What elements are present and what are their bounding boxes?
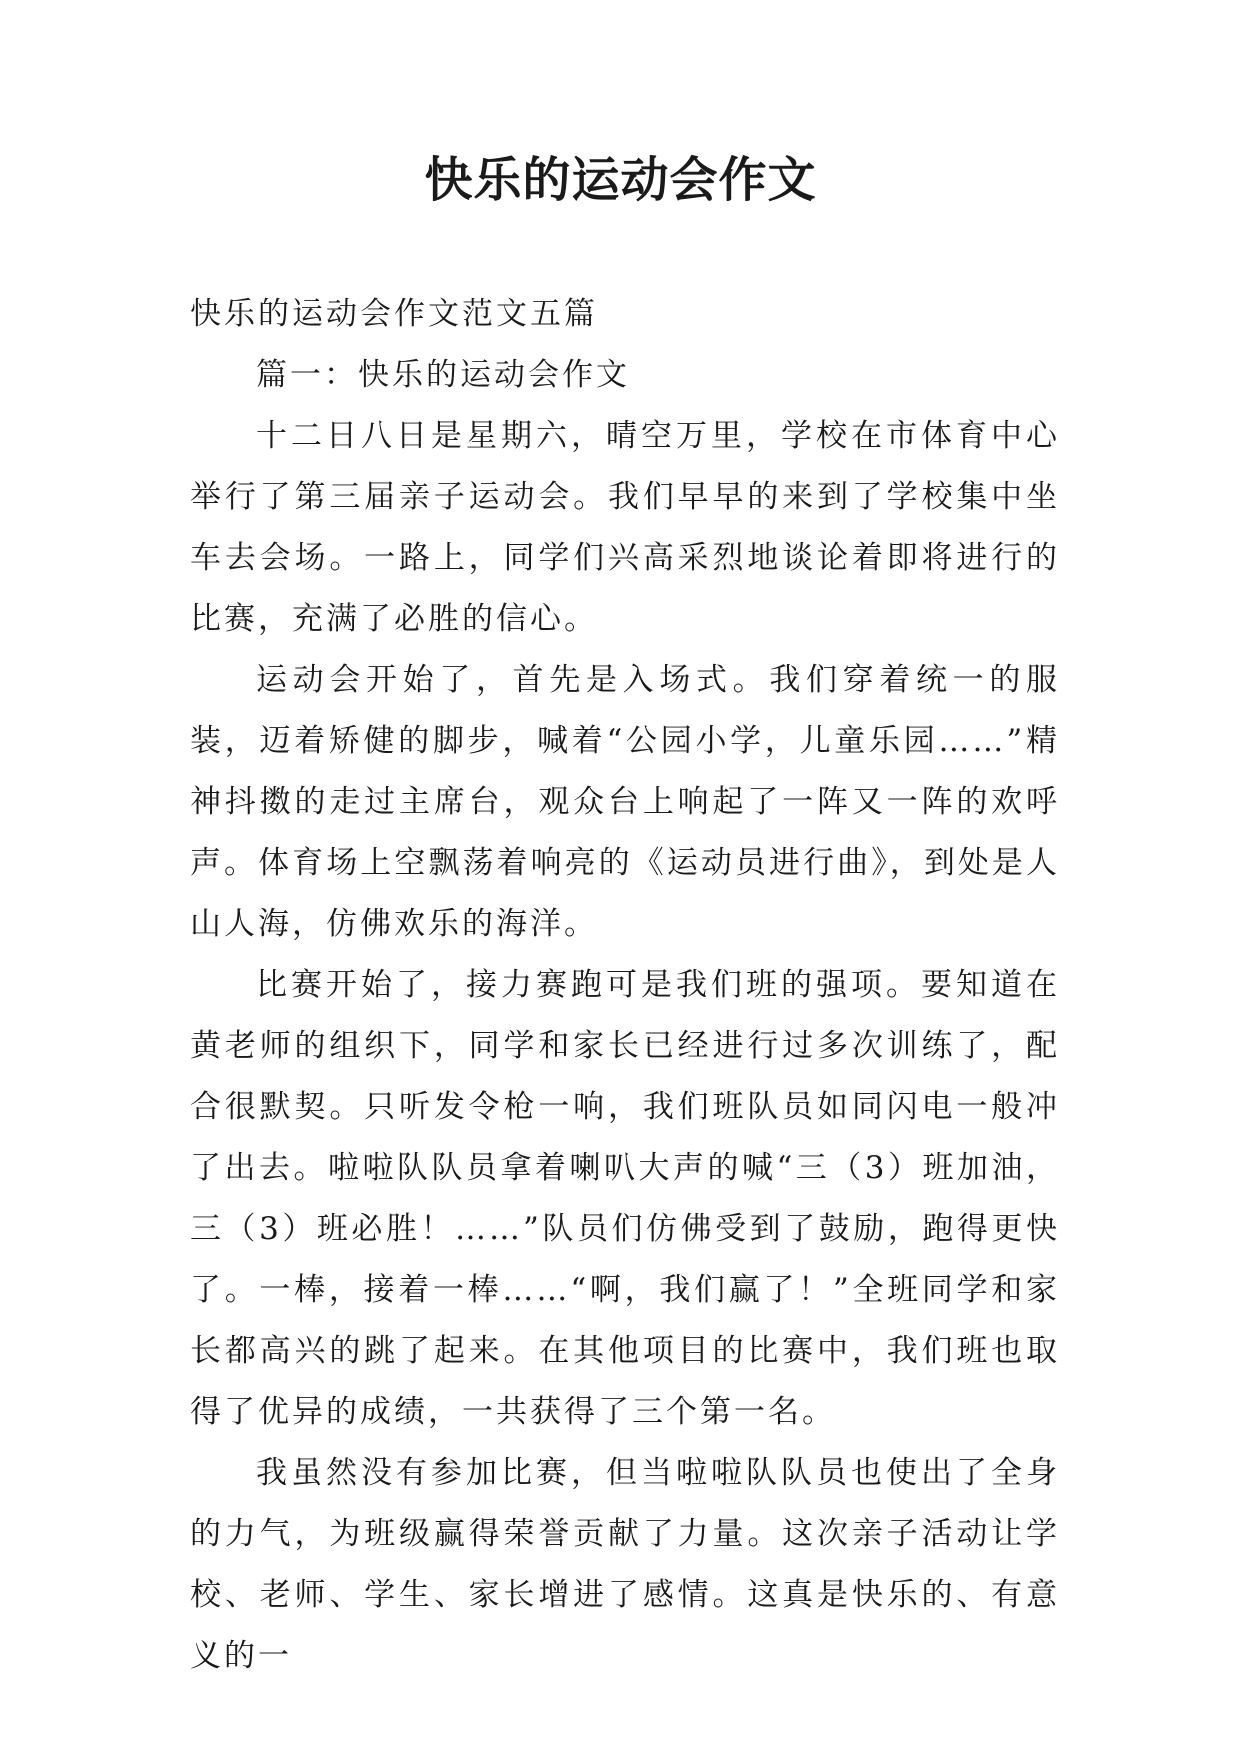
document-body <box>190 284 1060 1687</box>
paragraph: 我虽然没有参加比赛，但当啦啦队队员也使出了全身的力气，为班级赢得荣誉贡献了力量。这次亲子活动让学校、老师、学生、家长增进了感情。这真是快乐的、有意义的一 <box>190 1455 1060 1674</box>
document-title: 快乐的运动会作文 <box>424 152 817 208</box>
section-heading: 篇一：快乐的运动会作文 <box>256 357 630 393</box>
paragraph: 十二日八日是星期六，晴空万里，学校在市体育中心举行了第三届亲子运动会。我们早早的来到了学校集中坐车去会场。一路上，同学们兴高采烈地谈论着即将进行的比赛，充满了必胜的信心。 <box>190 418 1060 637</box>
paragraph: 运动会开始了，首先是入场式。我们穿着统一的服装，迈着矫健的脚步，喊着“公园小学，儿童乐园……”精神抖擞的走过主席台，观众台上响起了一阵又一阵的欢呼声。体育场上空飘荡着响亮的《运动员进行曲》，到处是人山人海，仿佛欢乐的海洋。 <box>190 662 1060 942</box>
document-subtitle: 快乐的运动会作文范文五篇 <box>190 296 598 332</box>
paragraph: 比赛开始了，接力赛跑可是我们班的强项。要知道在黄老师的组织下，同学和家长已经进行过多次训练了，配合很默契。只听发令枪一响，我们班队员如同闪电一般冲了出去。啦啦队队员拿着喇叭大声的喊“三（3）班加油，三（3）班必胜！……”队员们仿佛受到了鼓励，跑得更快了。一棒，接着一棒……“啊，我们赢了！”全班同学和家长都高兴的跳了起来。在其他项目的比赛中，我们班也取得了优异的成绩，一共获得了三个第一名。 <box>190 967 1060 1430</box>
